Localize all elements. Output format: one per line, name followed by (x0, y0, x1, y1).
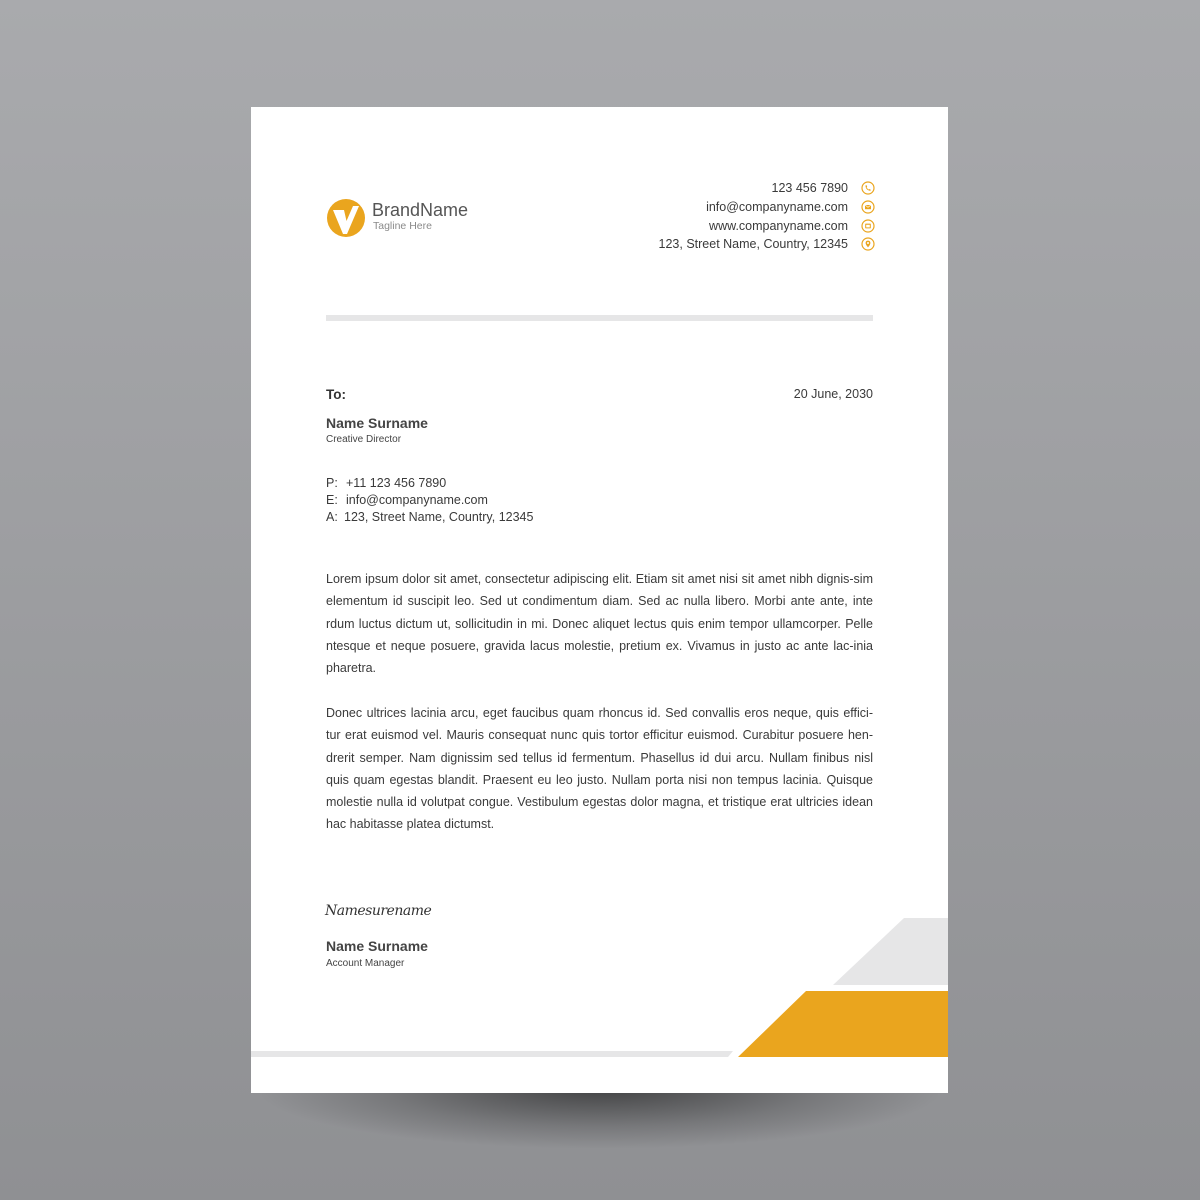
contact-email-text: info@companyname.com (706, 200, 848, 214)
signature: Namesurename (325, 903, 432, 919)
to-label: To: (326, 387, 346, 402)
letterhead-page (251, 107, 948, 1093)
brand-tagline: Tagline Here (373, 220, 432, 232)
address-label: A: (326, 510, 338, 524)
footer-gray-bar (251, 1051, 733, 1057)
body-paragraph-2: Donec ultrices lacinia arcu, eget faucibus quam rhoncus id. Sed convallis eros neque, quis effici-tur erat euismod vel. Mauris consequat nunc quis tortor efficitur euismod. Curabitur posuere hen-drerit semper. Nam dignissim sed tellus id fermentum. Phasellus id dui arcu. Nullam finibus nisl quis quam egestas blandit. Praesent eu leo justo. Nullam porta nisi non tempus lacinia. Quisque molestie nulla id volutpat congue. Vestibulum egestas dolor magna, et tristique erat ultricies idean hac habitasse platea dictumst. (326, 706, 873, 832)
paper-shadow (262, 1088, 938, 1148)
phone-label: P: (326, 476, 338, 490)
phone-value: +11 123 456 7890 (346, 476, 447, 490)
body-paragraph-1: Lorem ipsum dolor sit amet, consectetur adipiscing elit. Etiam sit amet nisi sit amet nibh dignis-sim elementum id suscipit leo. Sed ut condimentum diam. Sed ac nulla libero. Morbi ante ante, inte rdum luctus dictum ut, sollicitudin in mi. Donec aliquet lectus quis enim tempor ullamcorper. Pelle ntesque et neque posuere, gravida lacus molestie, pretium ex. Vivamus in justo ac ante lac-inia pharetra. (326, 572, 873, 676)
email-label: E: (326, 493, 338, 507)
letter-date: 20 June, 2030 (793, 387, 873, 401)
contact-phone-text: 123 456 7890 (771, 181, 848, 195)
address-value: 123, Street Name, Country, 12345 (344, 510, 534, 524)
email-value: info@companyname.com (346, 493, 488, 507)
contact-web-text: www.companyname.com (709, 219, 848, 233)
sender-title: Account Manager (326, 958, 405, 969)
footer-gray-shape (833, 918, 948, 985)
sender-name: Name Surname (326, 938, 428, 954)
contact-address-text: 123, Street Name, Country, 12345 (658, 237, 848, 251)
brand-name: BrandName (372, 200, 469, 220)
recipient-title: Creative Director (326, 434, 402, 445)
footer-accent-shape (738, 991, 948, 1057)
recipient-name: Name Surname (326, 415, 428, 431)
footer-decoration (251, 107, 948, 1093)
